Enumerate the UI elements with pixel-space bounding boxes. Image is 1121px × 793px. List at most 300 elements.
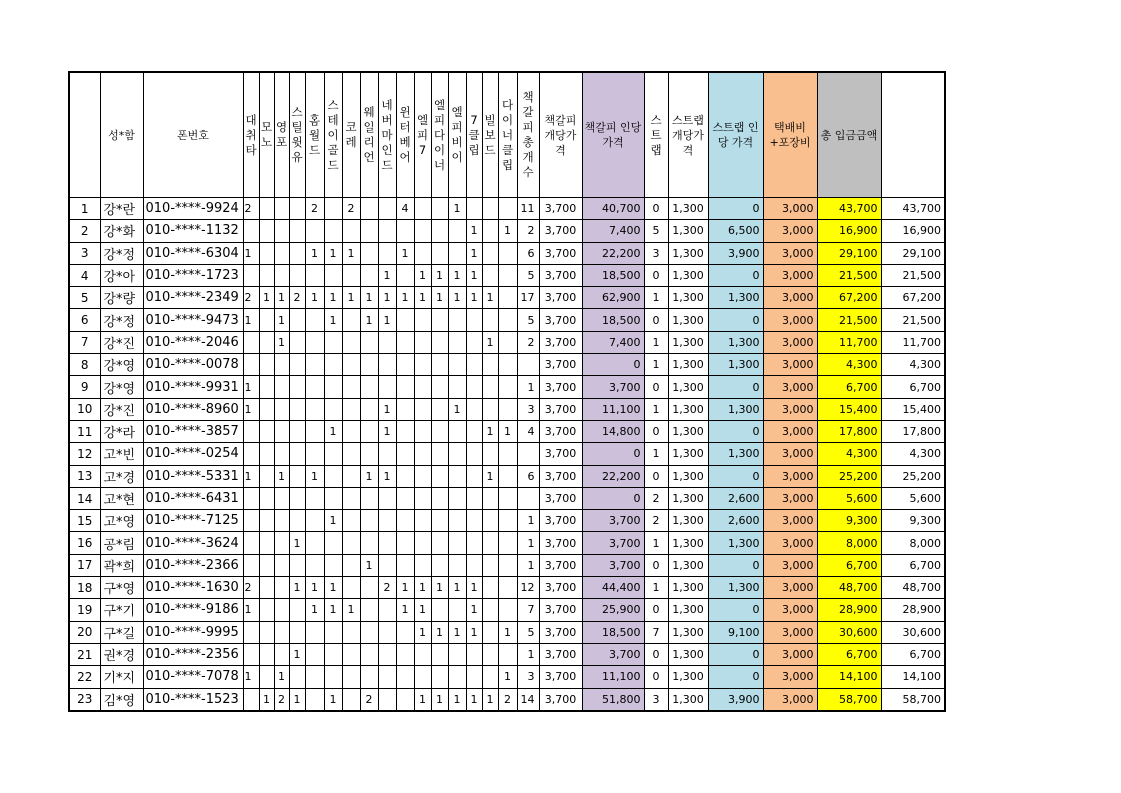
order-sheet-table <box>68 71 946 712</box>
product-qty-2 <box>259 532 274 554</box>
product-qty-5 <box>305 621 324 643</box>
bookmark-total-count: 2 <box>517 220 539 242</box>
phone-number: 010-****-2356 <box>143 643 243 665</box>
product-qty-9: 1 <box>378 398 396 420</box>
product-qty-7 <box>342 465 360 487</box>
deposit-check: 11,700 <box>881 331 945 353</box>
product-qty-10 <box>396 465 414 487</box>
product-qty-14 <box>466 643 482 665</box>
customer-name: 고*빈 <box>100 443 143 465</box>
product-qty-16 <box>498 599 517 621</box>
strap-unit-price: 1,300 <box>668 198 708 220</box>
total-deposit: 6,700 <box>817 643 881 665</box>
product-qty-1 <box>243 331 259 353</box>
row-number: 11 <box>69 420 100 442</box>
product-qty-11 <box>414 510 431 532</box>
deposit-check: 21,500 <box>881 264 945 286</box>
product-qty-7 <box>342 666 360 688</box>
shipping-fee: 3,000 <box>763 532 817 554</box>
product-qty-1: 1 <box>243 666 259 688</box>
bookmark-total-count: 4 <box>517 420 539 442</box>
header-shipping: 택배비+포장비 <box>763 72 817 198</box>
product-qty-1: 1 <box>243 465 259 487</box>
total-deposit: 30,600 <box>817 621 881 643</box>
table-row <box>69 577 945 599</box>
product-qty-14: 1 <box>466 287 482 309</box>
product-qty-4 <box>289 510 305 532</box>
strap-price: 0 <box>708 554 763 576</box>
phone-number: 010-****-3624 <box>143 532 243 554</box>
total-deposit: 28,900 <box>817 599 881 621</box>
product-qty-1: 2 <box>243 287 259 309</box>
product-qty-9 <box>378 532 396 554</box>
product-qty-6 <box>324 465 342 487</box>
bookmark-total-count: 17 <box>517 287 539 309</box>
product-qty-8 <box>360 331 378 353</box>
product-qty-13 <box>448 487 466 509</box>
header-bookmark-unit: 책갈피개당가격 <box>539 72 582 198</box>
header-product-10: 윈터베어 <box>396 72 414 198</box>
product-qty-5: 1 <box>305 465 324 487</box>
product-qty-9 <box>378 643 396 665</box>
deposit-check: 4,300 <box>881 443 945 465</box>
row-number: 22 <box>69 666 100 688</box>
deposit-check: 6,700 <box>881 376 945 398</box>
strap-count: 0 <box>644 599 668 621</box>
header-strap-price: 스트랩 인당 가격 <box>708 72 763 198</box>
shipping-fee: 3,000 <box>763 309 817 331</box>
phone-number: 010-****-3857 <box>143 420 243 442</box>
strap-unit-price: 1,300 <box>668 621 708 643</box>
product-qty-7 <box>342 621 360 643</box>
bookmark-unit-price: 3,700 <box>539 354 582 376</box>
product-qty-15: 1 <box>482 287 498 309</box>
product-qty-3 <box>274 487 289 509</box>
strap-unit-price: 1,300 <box>668 242 708 264</box>
product-qty-2: 1 <box>259 287 274 309</box>
customer-name: 고*영 <box>100 510 143 532</box>
product-qty-16 <box>498 443 517 465</box>
product-qty-11 <box>414 666 431 688</box>
table-row <box>69 666 945 688</box>
bookmark-price: 3,700 <box>582 510 644 532</box>
product-qty-8 <box>360 242 378 264</box>
table-row <box>69 398 945 420</box>
product-qty-6: 1 <box>324 309 342 331</box>
product-qty-7 <box>342 487 360 509</box>
product-qty-11 <box>414 309 431 331</box>
product-qty-2 <box>259 621 274 643</box>
product-qty-11 <box>414 532 431 554</box>
product-qty-4: 1 <box>289 643 305 665</box>
product-qty-13 <box>448 443 466 465</box>
shipping-fee: 3,000 <box>763 666 817 688</box>
product-qty-5 <box>305 443 324 465</box>
strap-price: 2,600 <box>708 510 763 532</box>
product-qty-10 <box>396 554 414 576</box>
product-qty-11: 1 <box>414 599 431 621</box>
product-qty-16: 1 <box>498 666 517 688</box>
product-qty-7: 1 <box>342 599 360 621</box>
product-qty-13 <box>448 354 466 376</box>
strap-price: 6,500 <box>708 220 763 242</box>
total-deposit: 16,900 <box>817 220 881 242</box>
strap-unit-price: 1,300 <box>668 487 708 509</box>
product-qty-8 <box>360 510 378 532</box>
product-qty-11 <box>414 354 431 376</box>
product-qty-5 <box>305 487 324 509</box>
product-qty-12 <box>431 532 448 554</box>
product-qty-5 <box>305 643 324 665</box>
product-qty-11: 1 <box>414 287 431 309</box>
bookmark-unit-price: 3,700 <box>539 287 582 309</box>
phone-number: 010-****-9924 <box>143 198 243 220</box>
product-qty-12 <box>431 220 448 242</box>
bookmark-unit-price: 3,700 <box>539 510 582 532</box>
phone-number: 010-****-0078 <box>143 354 243 376</box>
deposit-check: 29,100 <box>881 242 945 264</box>
product-qty-10 <box>396 443 414 465</box>
strap-count: 2 <box>644 510 668 532</box>
product-qty-3 <box>274 264 289 286</box>
product-qty-7 <box>342 331 360 353</box>
product-qty-8 <box>360 599 378 621</box>
deposit-check: 15,400 <box>881 398 945 420</box>
header-product-3: 영포 <box>274 72 289 198</box>
total-deposit: 58,700 <box>817 688 881 711</box>
strap-unit-price: 1,300 <box>668 331 708 353</box>
product-qty-12: 1 <box>431 621 448 643</box>
product-qty-16 <box>498 532 517 554</box>
product-qty-3 <box>274 398 289 420</box>
product-qty-6 <box>324 331 342 353</box>
product-qty-6: 1 <box>324 242 342 264</box>
product-qty-1: 1 <box>243 242 259 264</box>
shipping-fee: 3,000 <box>763 621 817 643</box>
product-qty-15 <box>482 487 498 509</box>
strap-count: 5 <box>644 220 668 242</box>
product-qty-15: 1 <box>482 420 498 442</box>
product-qty-16: 2 <box>498 688 517 711</box>
product-qty-3 <box>274 376 289 398</box>
product-qty-10 <box>396 220 414 242</box>
total-deposit: 48,700 <box>817 577 881 599</box>
bookmark-price: 25,900 <box>582 599 644 621</box>
product-qty-9 <box>378 599 396 621</box>
product-qty-4 <box>289 420 305 442</box>
table-row <box>69 465 945 487</box>
product-qty-14 <box>466 510 482 532</box>
product-qty-11 <box>414 465 431 487</box>
phone-number: 010-****-1630 <box>143 577 243 599</box>
bookmark-price: 3,700 <box>582 532 644 554</box>
total-deposit: 25,200 <box>817 465 881 487</box>
product-qty-5 <box>305 532 324 554</box>
shipping-fee: 3,000 <box>763 487 817 509</box>
bookmark-price: 7,400 <box>582 331 644 353</box>
product-qty-3 <box>274 510 289 532</box>
bookmark-price: 3,700 <box>582 643 644 665</box>
product-qty-4: 1 <box>289 688 305 711</box>
product-qty-9 <box>378 443 396 465</box>
product-qty-13 <box>448 465 466 487</box>
header-bookmark-total: 책갈피총개수 <box>517 72 539 198</box>
bookmark-total-count: 3 <box>517 666 539 688</box>
product-qty-8 <box>360 532 378 554</box>
product-qty-4 <box>289 465 305 487</box>
total-deposit: 8,000 <box>817 532 881 554</box>
product-qty-9 <box>378 621 396 643</box>
product-qty-7 <box>342 688 360 711</box>
product-qty-16 <box>498 287 517 309</box>
strap-unit-price: 1,300 <box>668 287 708 309</box>
product-qty-16: 1 <box>498 621 517 643</box>
product-qty-8 <box>360 198 378 220</box>
header-product-5: 홈월드 <box>305 72 324 198</box>
customer-name: 곽*희 <box>100 554 143 576</box>
product-qty-15 <box>482 264 498 286</box>
row-number: 1 <box>69 198 100 220</box>
customer-name: 구*영 <box>100 577 143 599</box>
product-qty-7 <box>342 264 360 286</box>
product-qty-8: 1 <box>360 287 378 309</box>
product-qty-9: 1 <box>378 420 396 442</box>
strap-price: 1,300 <box>708 398 763 420</box>
product-qty-4 <box>289 376 305 398</box>
product-qty-15 <box>482 577 498 599</box>
product-qty-15 <box>482 532 498 554</box>
strap-count: 0 <box>644 420 668 442</box>
product-qty-14: 1 <box>466 242 482 264</box>
table-row <box>69 309 945 331</box>
product-qty-3 <box>274 554 289 576</box>
product-qty-12 <box>431 331 448 353</box>
product-qty-10 <box>396 264 414 286</box>
product-qty-11 <box>414 487 431 509</box>
strap-price: 1,300 <box>708 443 763 465</box>
header-product-8: 웨일리언 <box>360 72 378 198</box>
deposit-check: 58,700 <box>881 688 945 711</box>
product-qty-12 <box>431 242 448 264</box>
product-qty-15: 1 <box>482 688 498 711</box>
strap-price: 1,300 <box>708 287 763 309</box>
deposit-check: 16,900 <box>881 220 945 242</box>
table-row <box>69 354 945 376</box>
shipping-fee: 3,000 <box>763 264 817 286</box>
customer-name: 구*길 <box>100 621 143 643</box>
product-qty-13 <box>448 376 466 398</box>
bookmark-price: 3,700 <box>582 554 644 576</box>
shipping-fee: 3,000 <box>763 420 817 442</box>
row-number: 15 <box>69 510 100 532</box>
product-qty-14 <box>466 443 482 465</box>
phone-number: 010-****-1132 <box>143 220 243 242</box>
row-number: 5 <box>69 287 100 309</box>
product-qty-12 <box>431 443 448 465</box>
product-qty-11 <box>414 242 431 264</box>
product-qty-3 <box>274 443 289 465</box>
product-qty-12 <box>431 376 448 398</box>
product-qty-16 <box>498 354 517 376</box>
strap-price: 3,900 <box>708 688 763 711</box>
strap-unit-price: 1,300 <box>668 309 708 331</box>
total-deposit: 6,700 <box>817 376 881 398</box>
header-product-7: 코레 <box>342 72 360 198</box>
bookmark-unit-price: 3,700 <box>539 621 582 643</box>
product-qty-7 <box>342 354 360 376</box>
product-qty-12 <box>431 510 448 532</box>
product-qty-8: 2 <box>360 688 378 711</box>
customer-name: 강*정 <box>100 242 143 264</box>
bookmark-total-count: 6 <box>517 242 539 264</box>
deposit-check: 17,800 <box>881 420 945 442</box>
product-qty-6 <box>324 264 342 286</box>
product-qty-4 <box>289 666 305 688</box>
row-number: 9 <box>69 376 100 398</box>
strap-count: 2 <box>644 487 668 509</box>
bookmark-price: 22,200 <box>582 465 644 487</box>
bookmark-total-count: 1 <box>517 554 539 576</box>
product-qty-8: 1 <box>360 554 378 576</box>
bookmark-unit-price: 3,700 <box>539 331 582 353</box>
table-row <box>69 420 945 442</box>
product-qty-13 <box>448 420 466 442</box>
header-strap-unit: 스트랩개당가격 <box>668 72 708 198</box>
deposit-check: 14,100 <box>881 666 945 688</box>
product-qty-3: 2 <box>274 688 289 711</box>
strap-count: 0 <box>644 376 668 398</box>
product-qty-11 <box>414 443 431 465</box>
product-qty-7 <box>342 220 360 242</box>
product-qty-12 <box>431 487 448 509</box>
product-qty-10 <box>396 398 414 420</box>
bookmark-total-count <box>517 487 539 509</box>
product-qty-2 <box>259 643 274 665</box>
product-qty-10 <box>396 487 414 509</box>
product-qty-3 <box>274 577 289 599</box>
product-qty-1 <box>243 420 259 442</box>
strap-unit-price: 1,300 <box>668 220 708 242</box>
product-qty-16 <box>498 554 517 576</box>
deposit-check: 67,200 <box>881 287 945 309</box>
strap-count: 0 <box>644 643 668 665</box>
product-qty-14 <box>466 309 482 331</box>
product-qty-3 <box>274 198 289 220</box>
customer-name: 강*정 <box>100 309 143 331</box>
strap-unit-price: 1,300 <box>668 420 708 442</box>
product-qty-8 <box>360 487 378 509</box>
product-qty-2 <box>259 554 274 576</box>
product-qty-2 <box>259 198 274 220</box>
product-qty-6 <box>324 643 342 665</box>
deposit-check: 6,700 <box>881 554 945 576</box>
product-qty-14 <box>466 354 482 376</box>
product-qty-15 <box>482 398 498 420</box>
product-qty-6 <box>324 354 342 376</box>
row-number: 4 <box>69 264 100 286</box>
product-qty-14 <box>466 666 482 688</box>
product-qty-9 <box>378 242 396 264</box>
total-deposit: 21,500 <box>817 309 881 331</box>
bookmark-unit-price: 3,700 <box>539 376 582 398</box>
product-qty-9 <box>378 666 396 688</box>
header-phone: 폰번호 <box>143 72 243 198</box>
product-qty-16 <box>498 643 517 665</box>
bookmark-price: 3,700 <box>582 376 644 398</box>
bookmark-total-count <box>517 443 539 465</box>
bookmark-price: 22,200 <box>582 242 644 264</box>
product-qty-8 <box>360 420 378 442</box>
product-qty-1 <box>243 443 259 465</box>
bookmark-unit-price: 3,700 <box>539 532 582 554</box>
product-qty-4 <box>289 220 305 242</box>
product-qty-3 <box>274 643 289 665</box>
deposit-check: 21,500 <box>881 309 945 331</box>
product-qty-11 <box>414 554 431 576</box>
product-qty-8 <box>360 354 378 376</box>
product-qty-13: 1 <box>448 398 466 420</box>
bookmark-total-count: 3 <box>517 398 539 420</box>
bookmark-total-count: 12 <box>517 577 539 599</box>
product-qty-13 <box>448 242 466 264</box>
bookmark-price: 0 <box>582 443 644 465</box>
product-qty-4 <box>289 443 305 465</box>
product-qty-15 <box>482 643 498 665</box>
product-qty-1 <box>243 621 259 643</box>
shipping-fee: 3,000 <box>763 242 817 264</box>
sheet-body <box>69 198 945 711</box>
product-qty-7 <box>342 510 360 532</box>
bookmark-unit-price: 3,700 <box>539 242 582 264</box>
bookmark-price: 51,800 <box>582 688 644 711</box>
product-qty-1: 1 <box>243 309 259 331</box>
product-qty-12 <box>431 309 448 331</box>
product-qty-13: 1 <box>448 198 466 220</box>
product-qty-9 <box>378 554 396 576</box>
product-qty-14: 1 <box>466 688 482 711</box>
product-qty-3 <box>274 420 289 442</box>
strap-count: 0 <box>644 264 668 286</box>
phone-number: 010-****-0254 <box>143 443 243 465</box>
strap-price: 0 <box>708 465 763 487</box>
product-qty-8 <box>360 220 378 242</box>
product-qty-5 <box>305 220 324 242</box>
bookmark-price: 18,500 <box>582 621 644 643</box>
product-qty-7 <box>342 577 360 599</box>
bookmark-total-count: 5 <box>517 621 539 643</box>
header-extra <box>881 72 945 198</box>
product-qty-5 <box>305 309 324 331</box>
product-qty-2 <box>259 420 274 442</box>
product-qty-15 <box>482 510 498 532</box>
product-qty-16 <box>498 309 517 331</box>
bookmark-unit-price: 3,700 <box>539 599 582 621</box>
bookmark-price: 44,400 <box>582 577 644 599</box>
shipping-fee: 3,000 <box>763 688 817 711</box>
shipping-fee: 3,000 <box>763 331 817 353</box>
bookmark-unit-price: 3,700 <box>539 666 582 688</box>
strap-count: 0 <box>644 198 668 220</box>
product-qty-15 <box>482 198 498 220</box>
product-qty-2 <box>259 577 274 599</box>
product-qty-9 <box>378 487 396 509</box>
product-qty-5 <box>305 264 324 286</box>
product-qty-2 <box>259 398 274 420</box>
product-qty-12 <box>431 599 448 621</box>
strap-count: 1 <box>644 532 668 554</box>
header-product-6: 스테이골드 <box>324 72 342 198</box>
product-qty-10 <box>396 643 414 665</box>
